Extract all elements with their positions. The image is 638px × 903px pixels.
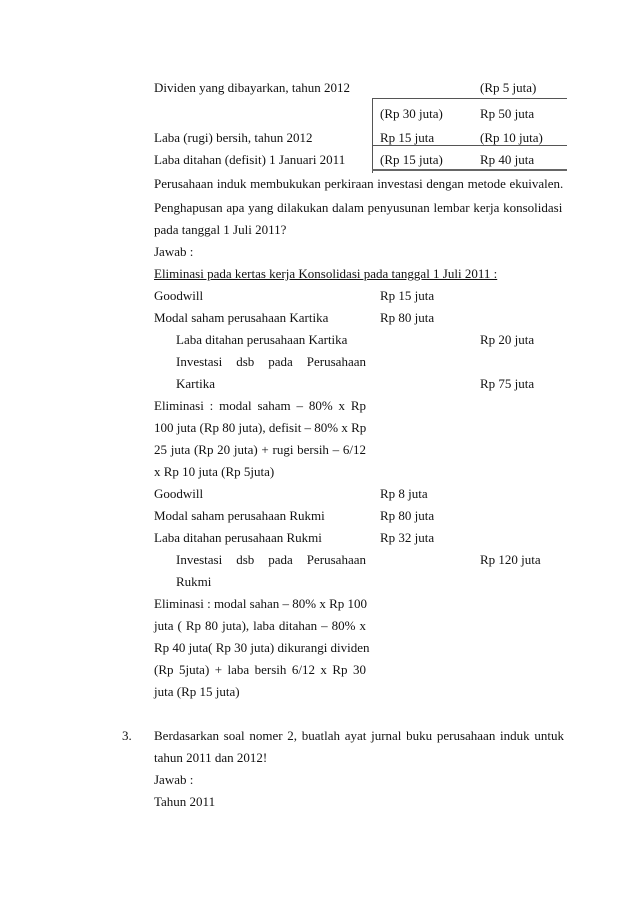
table-cell: (Rp 15 juta)	[380, 152, 443, 167]
question-text: Penghapusan apa yang dilakukan dalam penyusunan lembar kerja konsolidasi	[154, 200, 563, 215]
explanation-line: juta ( Rp 80 juta), laba ditahan – 80% x	[154, 618, 366, 633]
journal-account: Goodwill	[154, 288, 204, 303]
table-vertical-rule	[372, 98, 373, 173]
word: Investasi	[176, 552, 223, 567]
table-double-rule	[372, 169, 567, 171]
journal-debit: Rp 80 juta	[380, 508, 435, 523]
list-number: 3.	[122, 728, 132, 743]
word: Perusahaan	[306, 552, 366, 567]
journal-debit: Rp 15 juta	[380, 288, 435, 303]
year-heading: Tahun 2011	[154, 794, 216, 809]
explanation-line: Eliminasi : modal saham – 80% x Rp	[154, 398, 366, 413]
journal-account: Modal saham perusahaan Kartika	[154, 310, 329, 325]
word: Perusahaan	[306, 354, 366, 369]
journal-account: Rukmi	[176, 574, 212, 589]
word: Investasi	[176, 354, 223, 369]
paragraph-text: Perusahaan induk membukukan perkiraan investasi dengan metode ekuivalen.	[154, 176, 564, 191]
word: pada	[268, 354, 293, 369]
explanation-line: 25 juta (Rp 20 juta) + rugi bersih – 6/12	[154, 442, 366, 457]
journal-credit: Rp 120 juta	[480, 552, 541, 567]
journal-debit: Rp 8 juta	[380, 486, 428, 501]
journal-debit: Rp 80 juta	[380, 310, 435, 325]
word: pada	[268, 552, 293, 567]
explanation-line: Eliminasi : modal sahan – 80% x Rp 100	[154, 596, 368, 611]
word: dsb	[236, 552, 255, 567]
explanation-line: Rp 40 juta( Rp 30 juta) dikurangi dividen	[154, 640, 370, 655]
table-cell: (Rp 30 juta)	[380, 106, 443, 121]
answer-label: Jawab :	[154, 772, 194, 787]
answer-label: Jawab :	[154, 244, 194, 259]
explanation-line: 100 juta (Rp 80 juta), defisit – 80% x Rp	[154, 420, 367, 435]
journal-account-line	[176, 354, 366, 370]
question-text: Berdasarkan soal nomer 2, buatlah ayat jurnal buku perusahaan induk untuk	[154, 728, 564, 743]
table-cell: Rp 50 juta	[480, 106, 535, 121]
table-cell: Rp 15 juta	[380, 130, 435, 145]
journal-account: Kartika	[176, 376, 215, 391]
table-cell: (Rp 5 juta)	[480, 80, 537, 95]
journal-account: Modal saham perusahaan Rukmi	[154, 508, 325, 523]
table-rule	[372, 98, 567, 99]
journal-credit: Rp 20 juta	[480, 332, 535, 347]
table-cell: Rp 40 juta	[480, 152, 535, 167]
question-text: tahun 2011 dan 2012!	[154, 750, 268, 765]
journal-debit: Rp 32 juta	[380, 530, 435, 545]
word: dsb	[236, 354, 255, 369]
table-row-label: Laba (rugi) bersih, tahun 2012	[154, 130, 313, 145]
table-rule	[372, 145, 567, 146]
journal-account-line	[176, 552, 366, 568]
journal-credit: Rp 75 juta	[480, 376, 535, 391]
journal-account: Laba ditahan perusahaan Rukmi	[154, 530, 322, 545]
explanation-line: x Rp 10 juta (Rp 5juta)	[154, 464, 275, 479]
journal-account: Goodwill	[154, 486, 204, 501]
elimination-heading: Eliminasi pada kertas kerja Konsolidasi pada tanggal 1 Juli 2011 :	[154, 266, 498, 281]
table-row-label: Dividen yang dibayarkan, tahun 2012	[154, 80, 351, 95]
table-row-label: Laba ditahan (defisit) 1 Januari 2011	[154, 152, 346, 167]
table-cell: (Rp 10 juta)	[480, 130, 543, 145]
journal-account: Laba ditahan perusahaan Kartika	[176, 332, 348, 347]
explanation-line: (Rp 5juta) + laba bersih 6/12 x Rp 30	[154, 662, 366, 677]
explanation-line: juta (Rp 15 juta)	[154, 684, 240, 699]
question-text: pada tanggal 1 Juli 2011?	[154, 222, 287, 237]
